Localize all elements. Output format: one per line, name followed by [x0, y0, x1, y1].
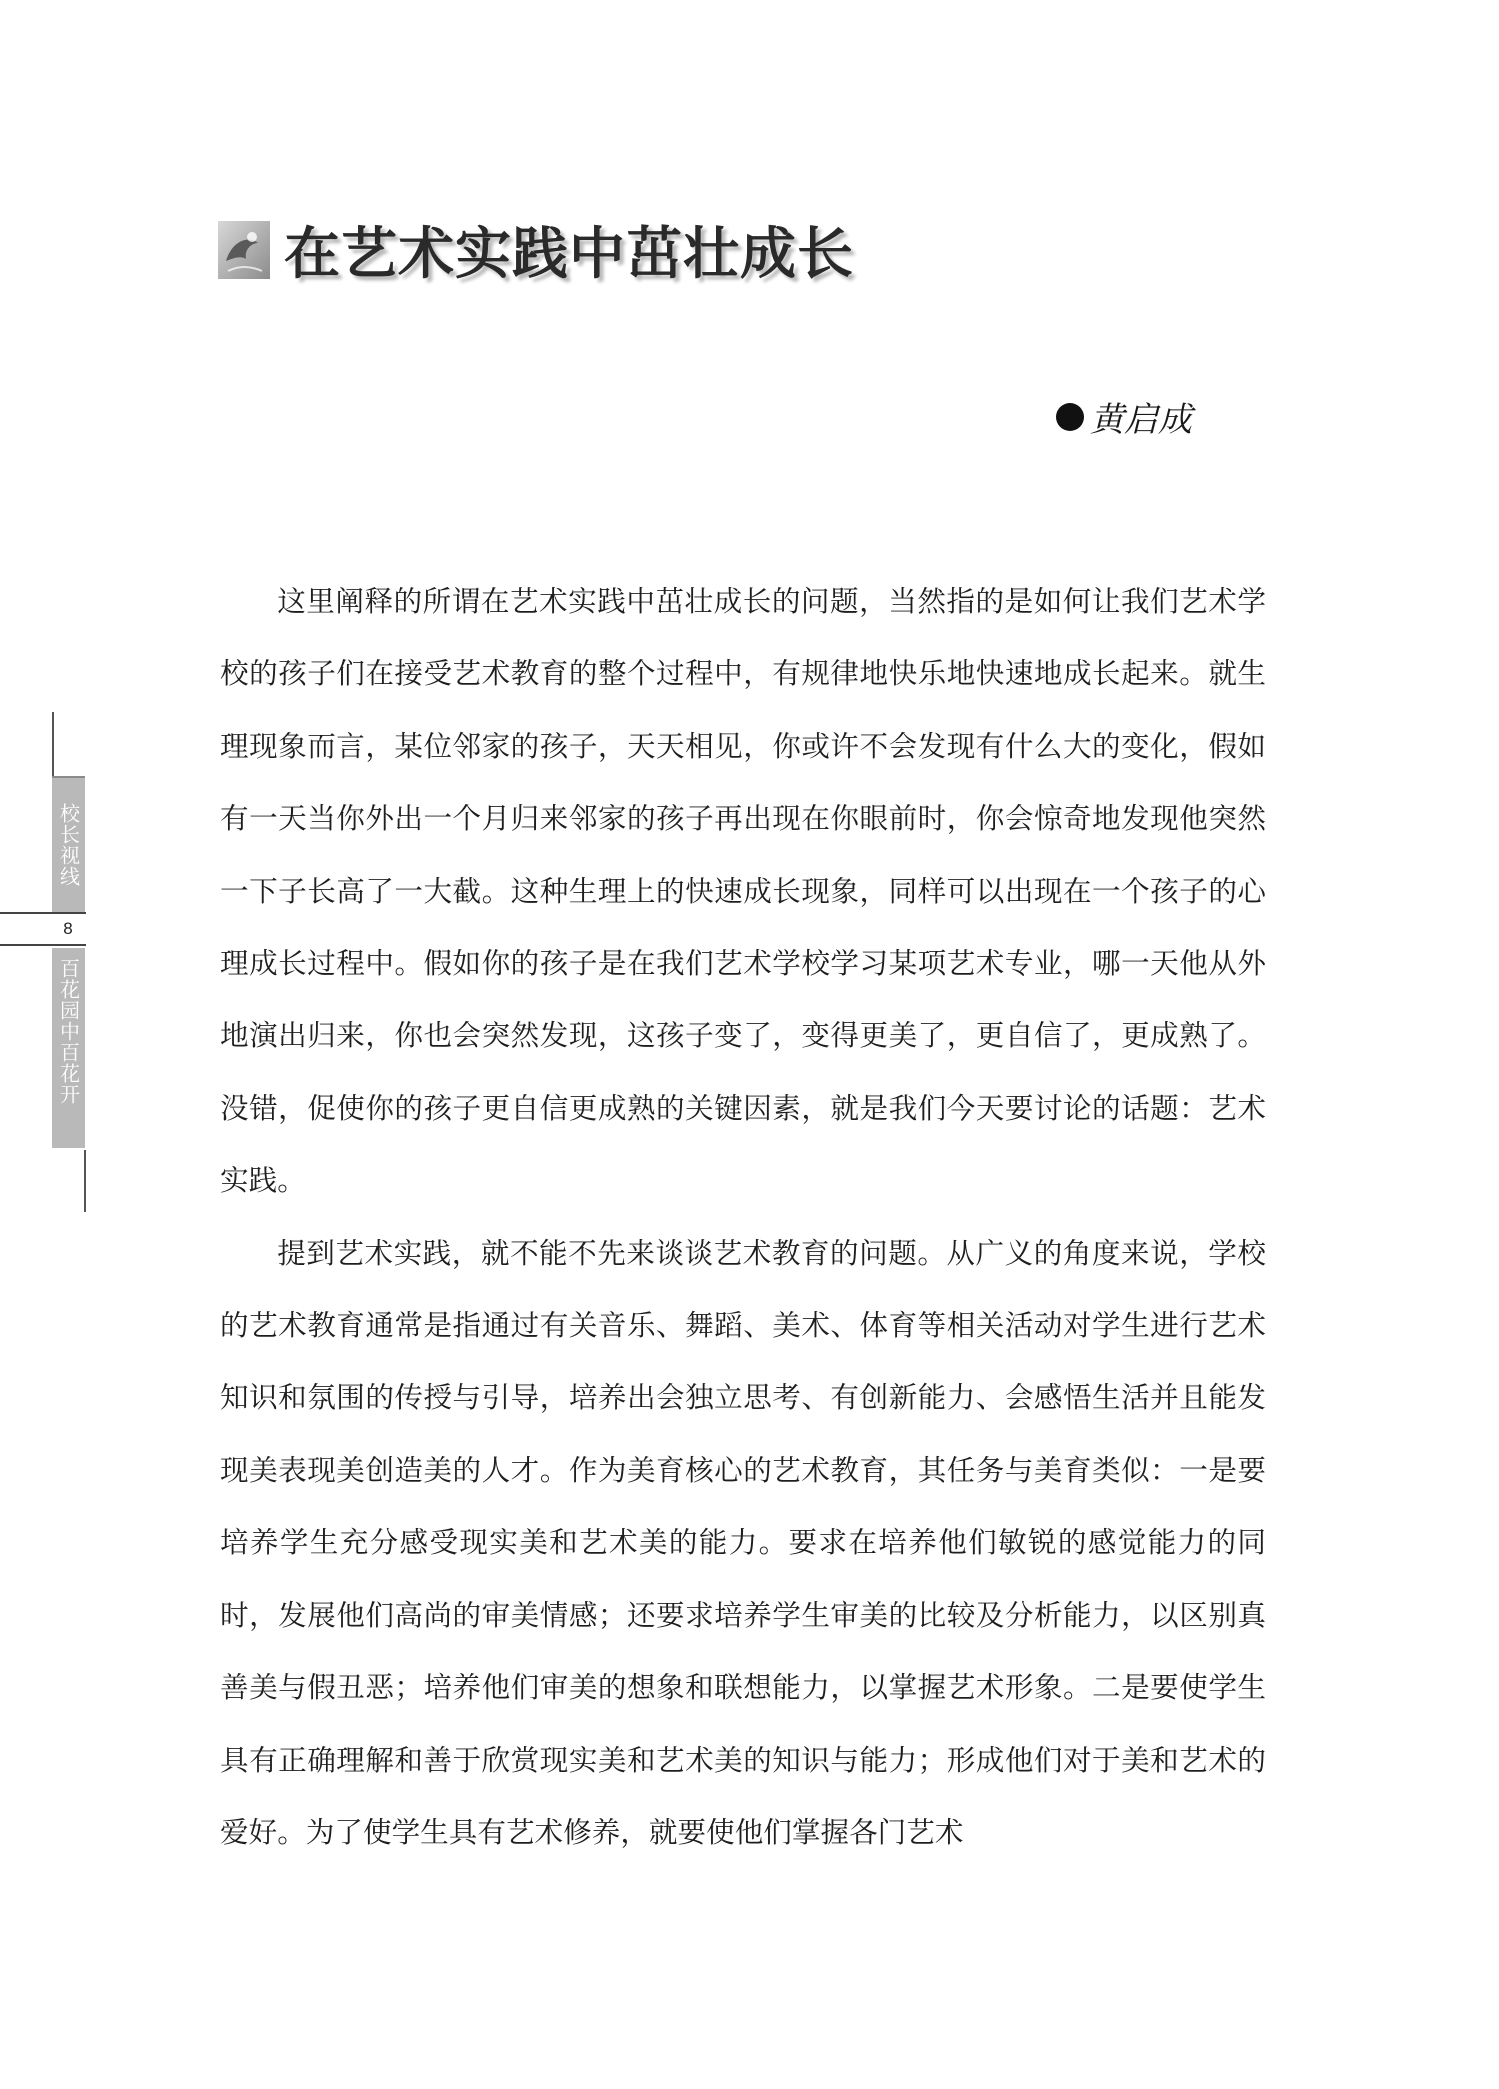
author-byline: [1056, 392, 1192, 441]
article-title-block: [218, 210, 854, 290]
article-body: [220, 565, 1266, 1868]
side-rule-bottom: [84, 1150, 86, 1212]
series-label: 百花园中百花开: [56, 958, 81, 1105]
article-title: 在艺术实践中茁壮成长: [284, 222, 854, 287]
page-number: 8: [63, 919, 73, 938]
bullet-icon: [1056, 403, 1084, 431]
author-name: 黄启成: [1090, 400, 1192, 440]
paragraph-1: 这里阐释的所谓在艺术实践中茁壮成长的问题，当然指的是如何让我们艺术学校的孩子们在接受艺术教育的整个过程中，有规律地快乐地快速地成长起来。就生理现象而言，某位邻家的孩子，天天相见，你或许不会发现有什么大的变化，假如有一天当你外出一个月归来邻家的孩子再出现在你眼前时，你会惊奇地发现他突然一下子长高了一大截。这种生理上的快速成长现象，同样可以出现在一个孩子的心理成长过程中。假如你的孩子是在我们艺术学校学习某项艺术专业，哪一天他从外地演出归来，你也会突然发现，这孩子变了，变得更美了，更自信了，更成熟了。没错，促使你的孩子更自信更成熟的关键因素，就是我们今天要讨论的话题：艺术实践。: [220, 584, 1266, 1198]
side-tab-series: [52, 948, 85, 1148]
paragraph-2: 提到艺术实践，就不能不先来谈谈艺术教育的问题。从广义的角度来说，学校的艺术教育通常是指通过有关音乐、舞蹈、美术、体育等相关活动对学生进行艺术知识和氛围的传授与引导，培养出会独立思考、有创新能力、会感悟生活并且能发现美表现美创造美的人才。作为美育核心的艺术教育，其任务与美育类似：一是要培养学生充分感受现实美和艺术美的能力。要求在培养他们敏锐的感觉能力的同时，发展他们高尚的审美情感；还要求培养学生审美的比较及分析能力，以区别真善美与假丑恶；培养他们审美的想象和联想能力，以掌握艺术形象。二是要使学生具有正确理解和善于欣赏现实美和艺术美的知识与能力；形成他们对于美和艺术的爱好。为了使学生具有艺术修养，就要使他们掌握各门艺术: [220, 1235, 1266, 1849]
side-tab-section: [52, 776, 85, 912]
decorative-emblem-icon: [218, 221, 270, 279]
side-rule-top: [52, 712, 54, 784]
section-label: 校长视线: [56, 803, 81, 887]
